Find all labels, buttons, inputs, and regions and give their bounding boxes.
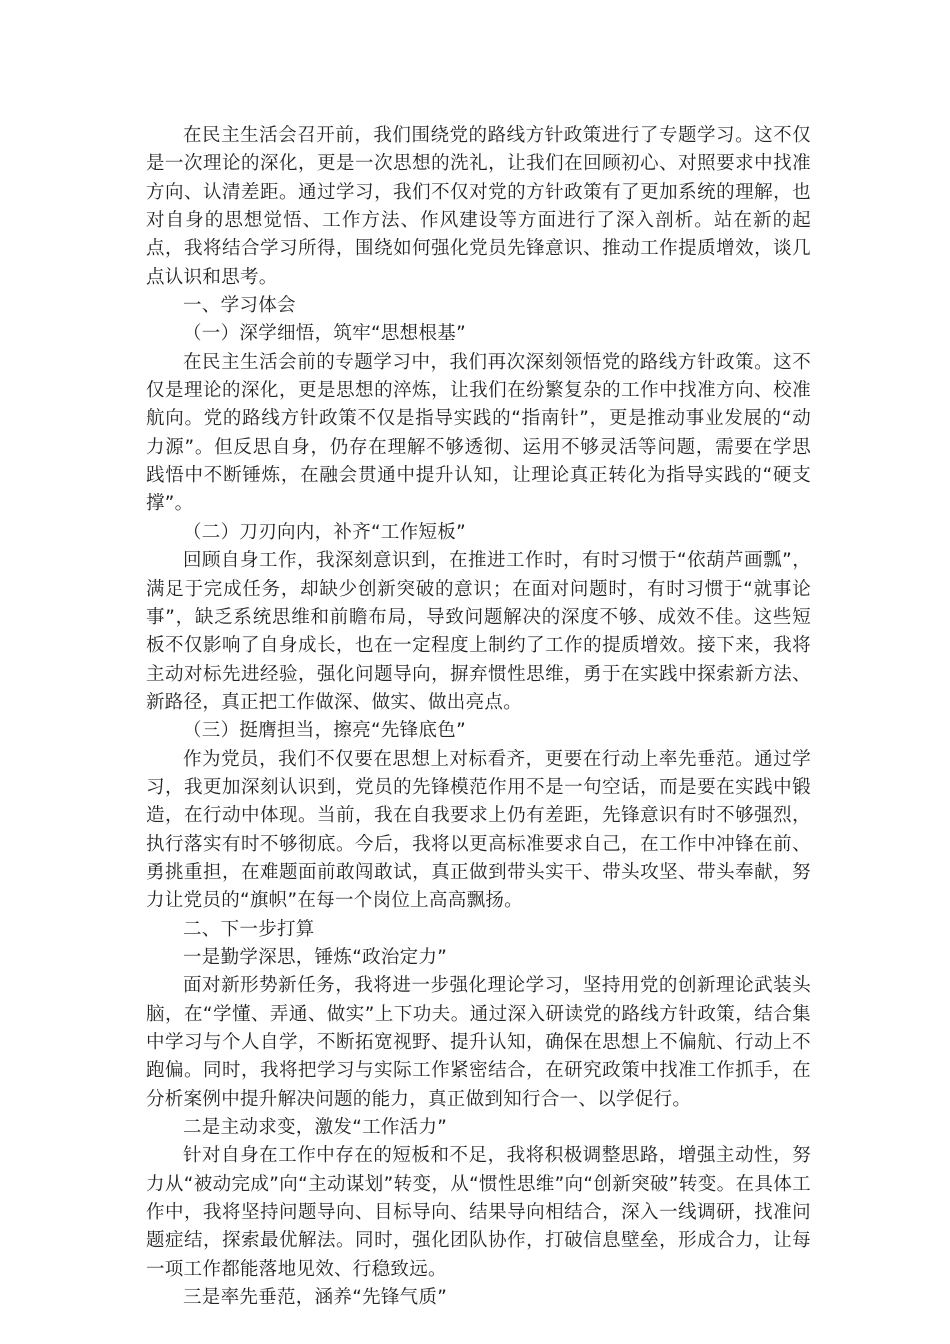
section-heading-plan: 二、下一步打算 — [183, 918, 315, 940]
document-page — [146, 122, 811, 1312]
plan-heading-2: 二是主动求变，激发“工作活力” — [183, 1117, 448, 1139]
section-heading-learning: 一、学习体会 — [183, 295, 296, 317]
plan-heading-3: 三是率先垂范，涵养“先锋气质” — [183, 1287, 448, 1309]
subheading-3: （三）挺膺担当，擦亮“先锋底色” — [183, 720, 466, 742]
plan-paragraph-2: 针对自身在工作中存在的短板和不足，我将积极调整思路，增强主动性，努力从“被动完成”向“主动谋划”转变，从“惯性思维”向“创新突破”转变。在具体工作中，我将坚持问题导向、目标导向、结果导向相结合，深入一线调研，找准问题症结，探索最优解法。同时，强化团队协作，打破信息壁垒，形成合力，让每一项工作都能落地见效、行稳致远。 — [146, 1145, 811, 1280]
subheading-1: （一）深学细悟，筑牢“思想根基” — [183, 323, 466, 345]
intro-paragraph: 在民主生活会召开前，我们围绕党的路线方针政策进行了专题学习。这不仅是一次理论的深化，更是一次思想的洗礼，让我们在回顾初心、对照要求中找准方向、认清差距。通过学习，我们不仅对党的方针政策有了更加系统的理解，也对自身的思想觉悟、工作方法、作风建设等方面进行了深入剖析。站在新的起点，我将结合学习所得，围绕如何强化党员先锋意识、推动工作提质增效，谈几点认识和思考。 — [146, 125, 811, 288]
plan-paragraph-1: 面对新形势新任务，我将进一步强化理论学习，坚持用党的创新理论武装头脑，在“学懂、弄通、做实”上下功夫。通过深入研读党的路线方针政策，结合集中学习与个人自学，不断拓宽视野、提升认知，确保在思想上不偏航、行动上不跑偏。同时，我将把学习与实际工作紧密结合，在研究政策中找准工作抓手，在分析案例中提升解决问题的能力，真正做到知行合一、以学促行。 — [146, 975, 811, 1110]
body-paragraph-1: 在民主生活会前的专题学习中，我们再次深刻领悟党的路线方针政策。这不仅是理论的深化，更是思想的淬炼，让我们在纷繁复杂的工作中找准方向、校准航向。党的路线方针政策不仅是指导实践的“指南针”，更是推动事业发展的“动力源”。但反思自身，仍存在理解不够透彻、运用不够灵活等问题，需要在学思践悟中不断锤炼，在融会贯通中提升认知，让理论真正转化为指导实践的“硬支撑”。 — [146, 351, 811, 515]
plan-heading-1: 一是勤学深思，锤炼“政治定力” — [183, 946, 448, 968]
subheading-2: （二）刀刃向内，补齐“工作短板” — [183, 521, 466, 543]
body-paragraph-3: 作为党员，我们不仅要在思想上对标看齐，更要在行动上率先垂范。通过学习，我更加深刻认识到，党员的先锋模范作用不是一句空话，而是要在实践中锻造，在行动中体现。当前，我在自我要求上仍有差距，先锋意识有时不够强烈，执行落实有时不够彻底。今后，我将以更高标准要求自己，在工作中冲锋在前、勇挑重担，在难题面前敢闯敢试，真正做到带头实干、带头攻坚、带头奉献，努力让党员的“旗帜”在每一个岗位上高高飘扬。 — [146, 748, 811, 912]
body-paragraph-2: 回顾自身工作，我深刻意识到，在推进工作时，有时习惯于“依葫芦画瓢”，满足于完成任务，却缺少创新突破的意识；在面对问题时，有时习惯于“就事论事”，缺乏系统思维和前瞻布局，导致问题解决的深度不够、成效不佳。这些短板不仅影响了自身成长，也在一定程度上制约了工作的提质增效。接下来，我将主动对标先进经验，强化问题导向，摒弃惯性思维，勇于在实践中探索新方法、新路径，真正把工作做深、做实、做出亮点。 — [146, 550, 811, 713]
